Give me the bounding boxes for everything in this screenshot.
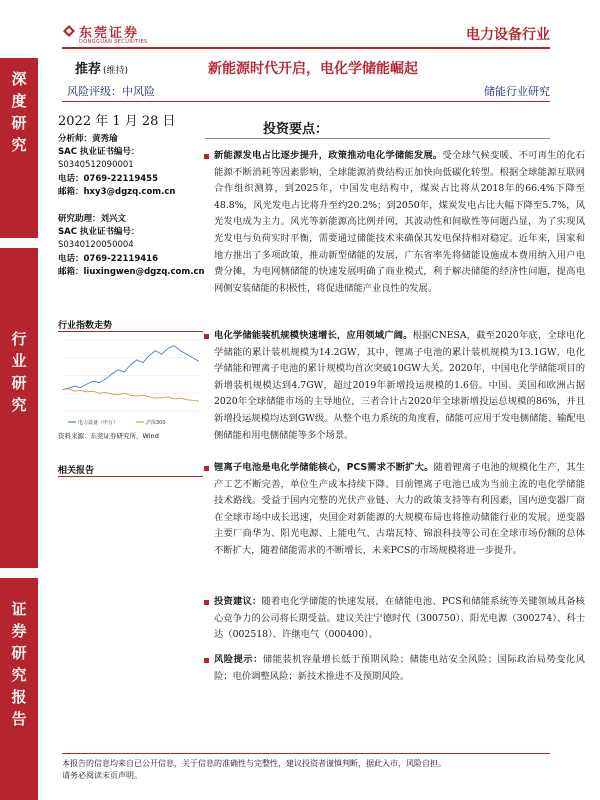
key-point-lead: 电化学储能装机规模快速增长，应用领域广阔。 — [214, 330, 413, 341]
bullet-icon — [204, 600, 209, 605]
assistant-email[interactable]: 邮箱：liuxingwen@dgzq.com.cn — [58, 266, 205, 277]
sub-divider — [62, 101, 550, 102]
related-reports-title: 相关报告 — [58, 466, 95, 476]
assistant-name: 研究助理：刘兴文 — [58, 214, 127, 224]
key-point-text: 随着锂离子电池的规模化生产，其生产工艺不断完善，单位生产成本持续下降。目前锂离子电池已成为当前主流的电化学储能技术路线。受益于国内完整的光伏产业链、大力的政策支持等有利因素，国内逆变器厂商在全球市场中成长迅速，央国企对新能源的大规模布局也将推动储能行业的发展。逆变器主要厂商华为、阳光电源、上能电气、古瑞瓦特、锦浪科技等公司在全球市场份额的总体不断扩大，随着储能需求的不断增长，未来PCS的市场规模将进一步提升。 — [214, 462, 585, 556]
disclaimer-line-2: 请务必阅读末页声明。 — [62, 771, 142, 780]
assistant-cert: S0340120050004 — [58, 240, 134, 251]
bullet-icon — [204, 658, 209, 663]
sidebar-label-2: 行业研究 — [11, 330, 27, 414]
sidebar-label-1: 深度研究 — [11, 70, 27, 154]
brand-sub: DONGGUAN SECURITIES — [79, 39, 148, 45]
key-point-text: 随着电化学储能的快速发展，在储能电池、PCS和储能系统等关键领域具备核心竞争力的公司将长期受益。建议关注宁德时代（300750）、阳光电源（300274）、科士达（002518）、许继电气（000400）。 — [214, 596, 585, 641]
key-point-text: 根据CNESA，截至2020年底，全球电化学储能的累计装机规模为14.2GW，其中，锂离子电池的累计装机规模为13.1GW，电化学储能和锂离子电池的累计规模均首次突破10GW大关。2020年，中国电化学储能项目的新增装机规模达到4.7GW，超过2019年新增投运规模的1.6倍。中国、美国和欧洲占据2020年全球储能市场的主导地位，三者合计占2020年全球新增投运总规模的86%，并且新增投运规模均达到GW级。从整个电力系统的角度看，储能可应用于发电侧储能、输配电侧储能和用电侧储能等多个场景。 — [214, 330, 585, 441]
assistant-cert-label: SAC 执业证书编号： — [58, 227, 140, 238]
rating — [75, 58, 128, 77]
footer-divider — [62, 753, 550, 754]
key-point-lead: 投资建议： — [214, 596, 262, 607]
key-point-3 — [214, 460, 585, 560]
risk-rating: 风险评级：中风险 — [67, 85, 155, 98]
rating-note: (维持) — [103, 66, 129, 76]
industry-tag: 电力设备行业 — [466, 27, 550, 43]
key-point-lead: 锂离子电池是电化学储能核心，PCS需求不断扩大。 — [214, 462, 434, 473]
assistant-phone: 电话：0769-22119416 — [58, 253, 158, 264]
disclaimer-line-1: 本报告的信息均来自已公开信息，关于信息的准确性与完整性，建议投资者谨慎判断，据此入市，风险自担。 — [62, 759, 446, 768]
trend-title: 行业指数走势 — [58, 321, 113, 331]
rating-value: 推荐 — [75, 62, 102, 77]
chart-legend-label: 沪深300 — [146, 420, 166, 426]
sidebar-deep-research — [0, 58, 38, 238]
assistant-info — [58, 213, 208, 279]
sidebar-securities-report — [0, 578, 38, 800]
chart-series-line — [62, 346, 199, 390]
analyst-cert-label: SAC 执业证书编号： — [58, 147, 140, 158]
key-point-lead: 风险提示： — [214, 654, 263, 665]
key-point-text: 受全球气候变暖、不可再生的化石能源不断消耗等因素影响，全球能源消费结构正加快向低碳化转型。根据全球能源互联网合作组织测算，到2025年，中国发电结构中，煤炭占比将从2018年的66.4%下降至48.8%，风光发电占比将升至约20.2%；到2050年，煤炭发电占比大幅下降至5.7%，风光发电成为主力。风光等新能源高比例并网，其波动性和间歇性等问题凸显，为了实现风光发电与负荷实时平衡，需要通过储能技术来确保其发电保持相对稳定。近年来，国家和地方推出了多项政策，推动新型储能的发展，广东省率先将储能设施成本费用纳入用户电费分摊，为电网侧储能的快速发展明确了商业模式，利于解决储能的经济性问题，提高电网侧安装储能的积极性，将促进储能产业良性的发展。 — [214, 150, 585, 294]
brand-mark-icon — [62, 24, 76, 38]
brand-name: 东莞证券 — [79, 26, 140, 41]
chart-legend-label: 电力设备（申万） — [78, 420, 119, 426]
investment-advice — [214, 594, 585, 644]
related-divider — [58, 476, 203, 477]
key-points-title: 投资要点： — [263, 122, 329, 137]
sidebar-industry-research — [0, 248, 38, 568]
chart-series-line — [62, 389, 199, 401]
industry-index-chart — [58, 334, 203, 429]
analyst-info — [58, 133, 208, 199]
bullet-icon — [204, 154, 209, 159]
header-divider — [62, 47, 550, 49]
brand-logo — [62, 22, 172, 48]
key-points-divider — [205, 138, 550, 139]
bullet-icon — [204, 466, 209, 471]
report-title: 新能源时代开启，电化学储能崛起 — [208, 61, 418, 77]
analyst-email[interactable]: 邮箱：hxy3@dgzq.com.cn — [58, 186, 176, 197]
disclaimer — [62, 758, 562, 782]
key-point-2 — [214, 328, 585, 444]
report-date: 2022 年 1 月 28 日 — [58, 114, 176, 129]
analyst-cert: S0340512090001 — [58, 160, 134, 171]
key-point-lead: 新能源发电占比逐步提升，政策推动电化学储能发展。 — [214, 150, 443, 161]
analyst-phone: 电话：0769-22119455 — [58, 173, 158, 184]
key-point-text: 储能装机容量增长低于预期风险；储能电站安全风险；国际政治局势变化风险；电价调整风险；新技术推进不及预期风险。 — [214, 654, 585, 682]
trend-divider — [58, 331, 203, 332]
risk-warning — [214, 652, 585, 685]
analyst-name: 分析师：黄秀瑜 — [58, 134, 118, 144]
sidebar-label-3: 证券研究报告 — [11, 600, 27, 728]
report-type: 储能行业研究 — [484, 85, 550, 98]
key-point-1 — [214, 148, 585, 297]
chart-source: 资料来源：东莞证券研究所，Wind — [58, 432, 159, 440]
bullet-icon — [204, 334, 209, 339]
